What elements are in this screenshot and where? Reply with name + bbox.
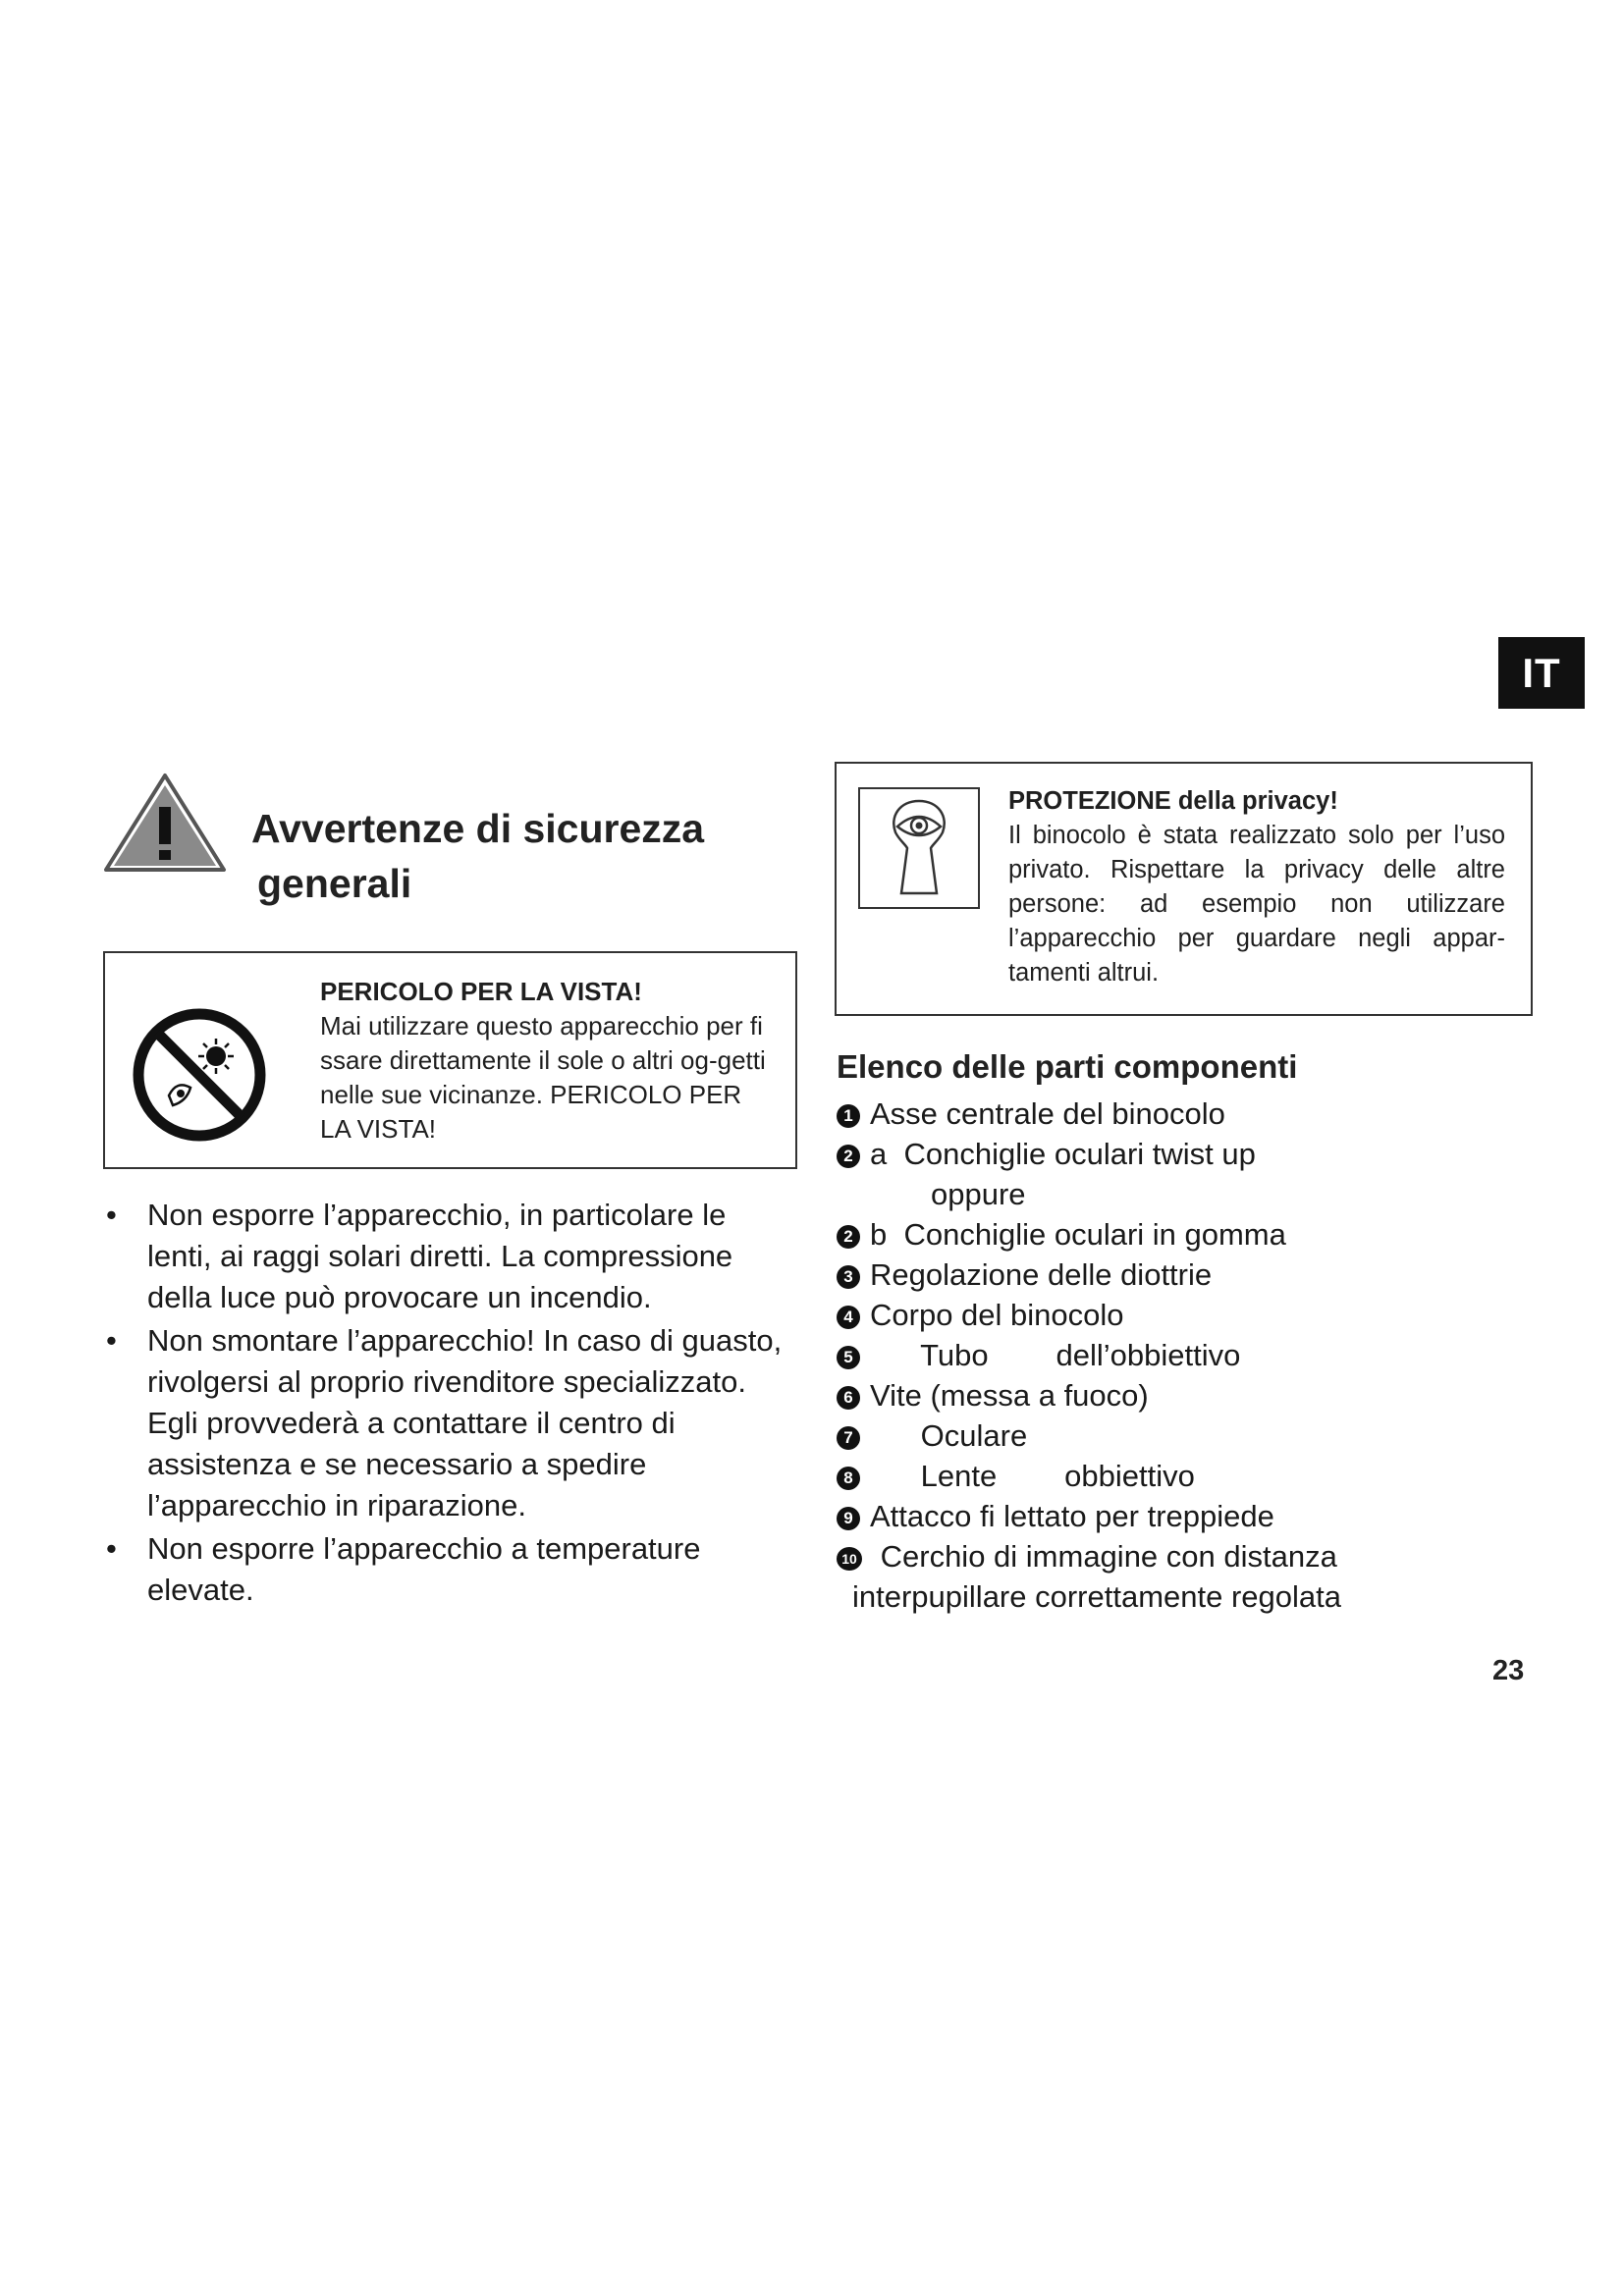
- list-item: 3 Regolazione delle diottrie: [837, 1255, 1524, 1295]
- list-item: 9 Attacco fi lettato per treppiede: [837, 1496, 1524, 1536]
- list-item: 5 Tubo dell’obbiettivo: [837, 1335, 1524, 1375]
- bullet-icon: •: [106, 1323, 117, 1358]
- page-number: 23: [1492, 1655, 1525, 1686]
- number-badge-icon: 10: [837, 1547, 862, 1571]
- list-item: 10 Cerchio di immagine con distanza: [837, 1536, 1524, 1576]
- heading-line-1: Avvertenze di sicurezza: [251, 806, 705, 851]
- number-badge-icon: 4: [837, 1306, 860, 1329]
- number-badge-icon: 2: [837, 1225, 860, 1249]
- parts-list-title: Elenco delle parti componenti: [837, 1048, 1298, 1085]
- heading-line-2: generali: [257, 861, 412, 906]
- language-tab: IT: [1498, 637, 1585, 709]
- list-item: 7 Oculare: [837, 1415, 1524, 1456]
- bullet-icon: •: [106, 1198, 117, 1232]
- list-item: • Non esporre l’apparecchio a temperature elevate.: [102, 1528, 789, 1611]
- list-item: 8 Lente obbiettivo: [837, 1456, 1524, 1496]
- list-item: • Non smontare l’apparecchio! In caso di guasto, rivolgersi al proprio rivenditore specializzato. Egli provvederà a contattare il centro di assistenza e se necessario a spedire l’apparecchio in riparazione.: [102, 1320, 789, 1526]
- parts-list: [837, 1094, 1524, 1617]
- warning-triangle-icon: [102, 772, 228, 874]
- no-sun-viewing-icon: [130, 1005, 269, 1145]
- privacy-text: [1008, 784, 1505, 990]
- number-badge-icon: 1: [837, 1104, 860, 1128]
- number-badge-icon: 3: [837, 1265, 860, 1289]
- privacy-body: Il binocolo è stata realizzato solo per l’uso privato. Rispettare la privacy delle altre persone: ad esempio non utilizzare l’apparecchio per guardare negli appar-tamenti altrui.: [1008, 822, 1505, 987]
- section-heading: [251, 801, 704, 911]
- list-item: 6 Vite (messa a fuoco): [837, 1375, 1524, 1415]
- list-item: 1 Asse centrale del binocolo: [837, 1094, 1524, 1134]
- list-item: 2 a Conchiglie oculari twist up: [837, 1134, 1524, 1174]
- list-item: 2 b Conchiglie oculari in gomma: [837, 1214, 1524, 1255]
- privacy-title: PROTEZIONE della privacy!: [1008, 787, 1338, 815]
- number-badge-icon: 6: [837, 1386, 860, 1410]
- number-badge-icon: 9: [837, 1507, 860, 1530]
- eye-danger-title: PERICOLO PER LA VISTA!: [320, 977, 642, 1006]
- eye-danger-text: [320, 975, 774, 1147]
- number-badge-icon: 5: [837, 1346, 860, 1369]
- list-item: • Non esporre l’apparecchio, in particolare le lenti, ai raggi solari diretti. La compressione della luce può provocare un incendio.: [102, 1195, 789, 1318]
- list-item: interpupillare correttamente regolata: [852, 1579, 1341, 1614]
- list-item: oppure: [931, 1177, 1026, 1211]
- keyhole-eye-icon: [870, 795, 968, 901]
- eye-danger-body: Mai utilizzare questo apparecchio per fi ssare direttamente il sole o altri og-getti nelle sue vicinanze. PERICOLO PER LA VISTA!: [320, 1011, 766, 1144]
- number-badge-icon: 8: [837, 1467, 860, 1490]
- list-item: 4 Corpo del binocolo: [837, 1295, 1524, 1335]
- bullet-icon: •: [106, 1531, 117, 1566]
- number-badge-icon: 2: [837, 1145, 860, 1168]
- safety-bullet-list: [102, 1195, 789, 1613]
- number-badge-icon: 7: [837, 1426, 860, 1450]
